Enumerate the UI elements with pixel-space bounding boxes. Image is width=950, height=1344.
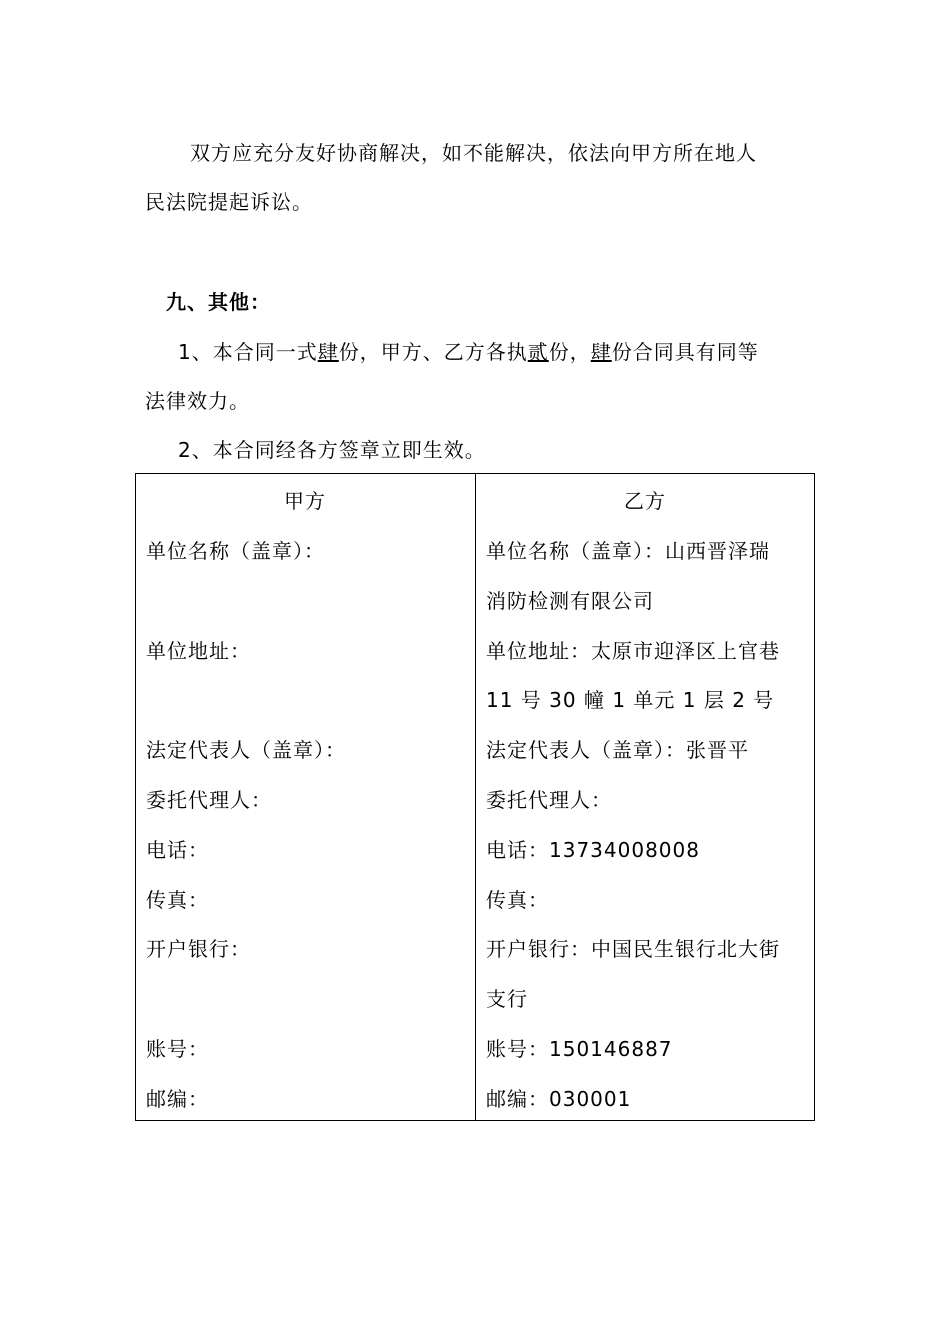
party-b-header: 乙方 bbox=[624, 489, 666, 513]
party-b-unit-name-line1: 单位名称（盖章）：山西晋泽瑞 bbox=[486, 539, 770, 563]
party-a-phone: 电话： bbox=[146, 838, 209, 862]
party-a-postcode: 邮编： bbox=[146, 1087, 209, 1111]
clause1-part1: 1、本合同一式 bbox=[178, 340, 318, 364]
party-a-unit-name: 单位名称（盖章）： bbox=[146, 539, 325, 563]
party-b-fax: 传真： bbox=[486, 888, 549, 912]
party-b-postcode: 邮编：030001 bbox=[486, 1087, 632, 1111]
party-b-legal-rep: 法定代表人（盖章）：张晋平 bbox=[486, 738, 749, 762]
clause1-part2: 份，甲方、乙方各执 bbox=[338, 340, 528, 364]
party-b-address-line2: 11 号 30 幢 1 单元 1 层 2 号 bbox=[486, 688, 775, 712]
clause1-line2: 法律效力。 bbox=[145, 389, 250, 413]
party-b-account: 账号：150146887 bbox=[486, 1037, 673, 1061]
clause1-part4: 份合同具有同等 bbox=[611, 340, 759, 364]
party-a-bank: 开户银行： bbox=[146, 937, 251, 961]
party-a-address: 单位地址： bbox=[146, 639, 251, 663]
clause1-count2: 贰 bbox=[527, 340, 549, 364]
clause2: 2、本合同经各方签章立即生效。 bbox=[178, 438, 486, 462]
clause1-count1: 肆 bbox=[317, 340, 339, 364]
section9-heading: 九、其他： bbox=[166, 290, 271, 314]
party-b-bank-line2: 支行 bbox=[486, 987, 528, 1011]
party-b-phone: 电话：13734008008 bbox=[486, 838, 700, 862]
clause1-count3: 肆 bbox=[590, 340, 612, 364]
party-a-account: 账号： bbox=[146, 1037, 209, 1061]
party-b-unit-name-line2: 消防检测有限公司 bbox=[486, 589, 654, 613]
party-b-agent: 委托代理人： bbox=[486, 788, 612, 812]
table-divider bbox=[475, 474, 476, 1120]
signature-table bbox=[135, 473, 815, 1121]
party-a-header: 甲方 bbox=[284, 489, 326, 513]
party-b-bank-line1: 开户银行：中国民生银行北大街 bbox=[486, 937, 780, 961]
party-a-legal-rep: 法定代表人（盖章）： bbox=[146, 738, 346, 762]
party-b-address-line1: 单位地址：太原市迎泽区上官巷 bbox=[486, 639, 780, 663]
dispute-text-line2: 民法院提起诉讼。 bbox=[145, 190, 313, 214]
clause1-part3: 份， bbox=[548, 340, 591, 364]
party-a-agent: 委托代理人： bbox=[146, 788, 272, 812]
party-a-fax: 传真： bbox=[146, 888, 209, 912]
clause1-line1 bbox=[178, 339, 759, 365]
dispute-text-line1: 双方应充分友好协商解决，如不能解决，依法向甲方所在地人 bbox=[190, 141, 757, 165]
